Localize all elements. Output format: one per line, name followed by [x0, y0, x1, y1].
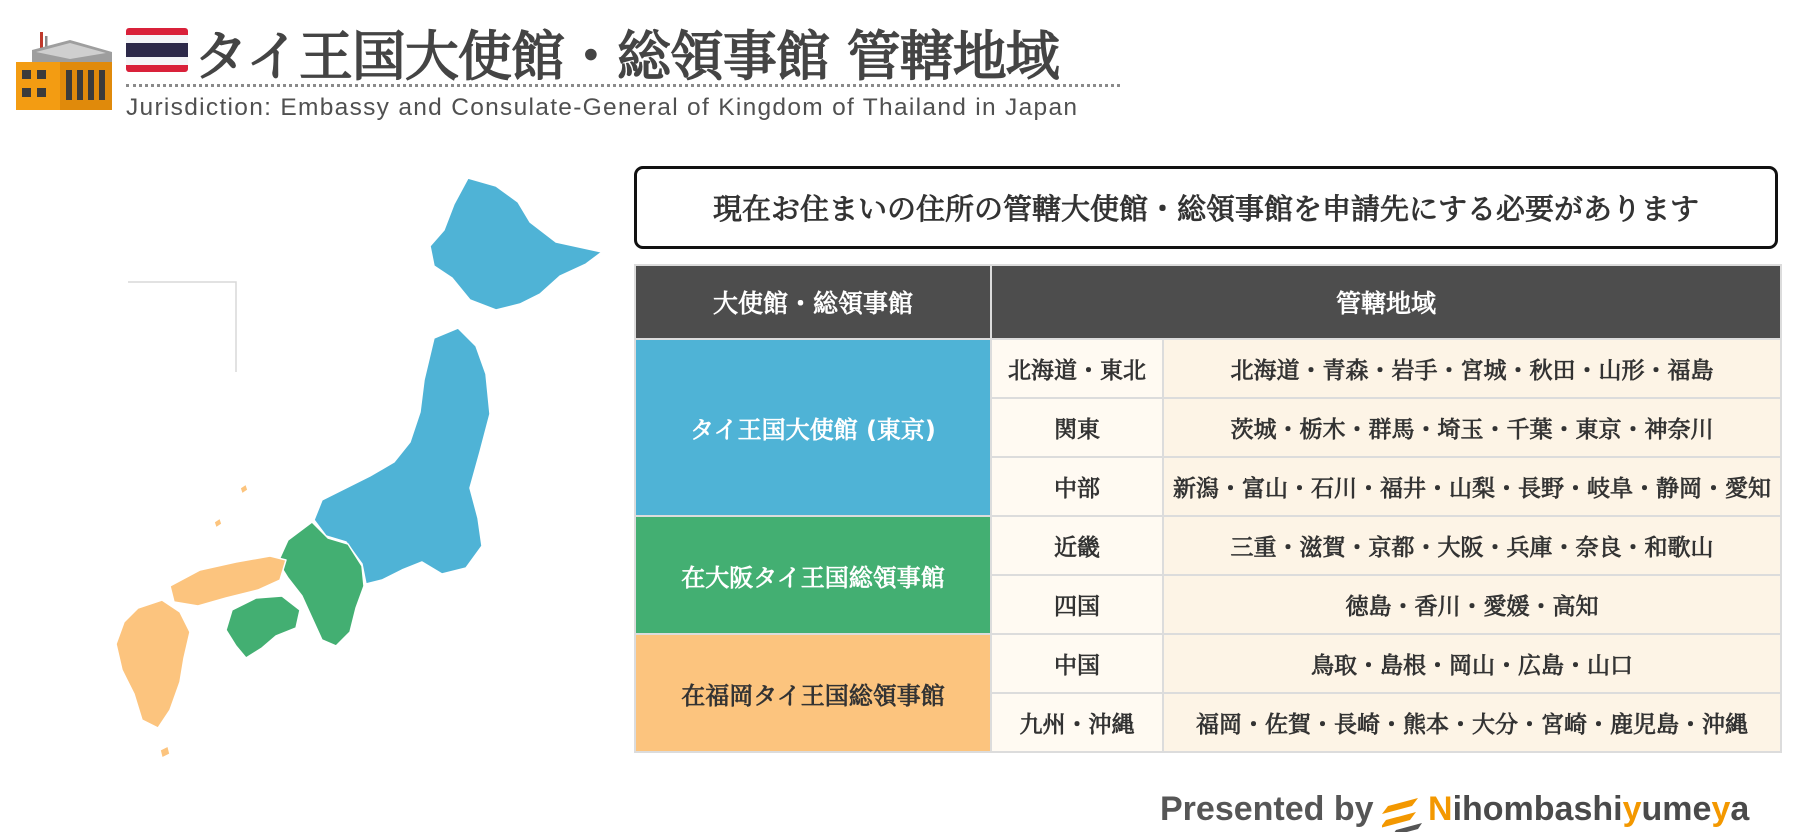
header-office: 大使館・総領事館 — [635, 265, 991, 339]
japan-jurisdiction-map — [50, 170, 610, 790]
page-subtitle: Jurisdiction: Embassy and Consulate-General of Kingdom of Thailand in Japan — [126, 94, 1079, 121]
brand-part: y — [1622, 790, 1642, 828]
region-cell: 四国 — [991, 575, 1163, 634]
office-fukuoka: 在福岡タイ王国総領事館 — [635, 634, 991, 752]
jurisdiction-table — [634, 264, 1782, 753]
brand-part: ihombashi — [1452, 790, 1623, 828]
brand-part: N — [1428, 790, 1453, 828]
prefectures-cell: 福岡・佐賀・長崎・熊本・大分・宮崎・鹿児島・沖縄 — [1163, 693, 1781, 752]
map-region-tokyo — [314, 178, 602, 584]
region-cell: 北海道・東北 — [991, 339, 1163, 398]
office-osaka: 在大阪タイ王国総領事館 — [635, 516, 991, 634]
presented-by-label: Presented by — [1160, 790, 1374, 828]
brand-name — [1428, 790, 1749, 829]
region-cell: 近畿 — [991, 516, 1163, 575]
prefectures-cell: 三重・滋賀・京都・大阪・兵庫・奈良・和歌山 — [1163, 516, 1781, 575]
brand-part: y — [1711, 790, 1731, 828]
table-row — [635, 339, 1781, 398]
region-cell: 中国 — [991, 634, 1163, 693]
thailand-flag-icon — [126, 28, 188, 72]
prefectures-cell: 鳥取・島根・岡山・広島・山口 — [1163, 634, 1781, 693]
table-row — [635, 634, 1781, 693]
table-row — [635, 516, 1781, 575]
brand-part: ume — [1641, 790, 1712, 828]
nihombashiyumeya-logo-icon — [1382, 796, 1422, 832]
prefectures-cell: 茨城・栃木・群馬・埼玉・千葉・東京・神奈川 — [1163, 398, 1781, 457]
brand-part: a — [1730, 790, 1750, 828]
header-jurisdiction: 管轄地域 — [991, 265, 1781, 339]
title-divider — [126, 84, 1120, 87]
prefectures-cell: 北海道・青森・岩手・宮城・秋田・山形・福島 — [1163, 339, 1781, 398]
region-cell: 関東 — [991, 398, 1163, 457]
office-tokyo: タイ王国大使館 (東京) — [635, 339, 991, 516]
building-icon — [14, 26, 114, 112]
table-header-row — [635, 265, 1781, 339]
region-cell: 中部 — [991, 457, 1163, 516]
notice-banner: 現在お住まいの住所の管轄大使館・総領事館を申請先にする必要があります — [634, 166, 1778, 249]
prefectures-cell: 徳島・香川・愛媛・高知 — [1163, 575, 1781, 634]
prefectures-cell: 新潟・富山・石川・福井・山梨・長野・岐阜・静岡・愛知 — [1163, 457, 1781, 516]
region-cell: 九州・沖縄 — [991, 693, 1163, 752]
page-title: タイ王国大使館・総領事館 管轄地域 — [194, 25, 1059, 88]
